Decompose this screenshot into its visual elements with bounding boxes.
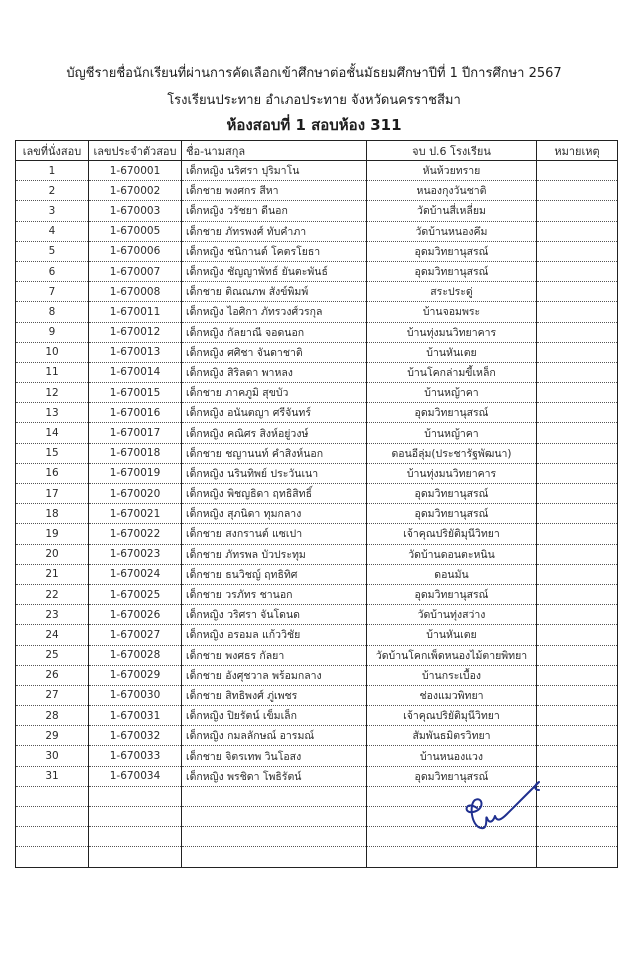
primary-school-cell: อุดมวิทยานุสรณ์	[367, 261, 537, 281]
table-row	[16, 423, 618, 443]
exam-id-cell	[89, 786, 182, 806]
seat-number-cell: 8	[16, 302, 89, 322]
table-row	[16, 362, 618, 382]
student-name-cell	[182, 786, 367, 806]
primary-school-cell: บ้านกระเบื้อง	[367, 665, 537, 685]
exam-room-heading: ห้องสอบที่ 1 สอบห้อง 311	[226, 116, 402, 134]
table-row	[16, 201, 618, 221]
exam-id-cell: 1-670021	[89, 504, 182, 524]
student-name-cell: เด็กชาย ภัทรพงศ์ ทับคำภา	[182, 221, 367, 241]
exam-id-cell: 1-670003	[89, 201, 182, 221]
student-name-cell: เด็กชาย ภาคภูมิ สุขบัว	[182, 383, 367, 403]
table-row	[16, 746, 618, 766]
seat-number-cell: 23	[16, 605, 89, 625]
seat-number-cell: 29	[16, 726, 89, 746]
seat-number-cell: 19	[16, 524, 89, 544]
seat-number-cell	[16, 827, 89, 847]
remarks-cell	[537, 362, 618, 382]
primary-school-cell: วัดบ้านหนองคึม	[367, 221, 537, 241]
seat-number-cell: 15	[16, 443, 89, 463]
student-name-cell: เด็กหญิง สุภนิดา ทุมกลาง	[182, 504, 367, 524]
table-row	[16, 181, 618, 201]
remarks-cell	[537, 181, 618, 201]
table-row	[16, 261, 618, 281]
remarks-cell	[537, 221, 618, 241]
table-row	[16, 383, 618, 403]
remarks-cell	[537, 403, 618, 423]
remarks-cell	[537, 807, 618, 827]
seat-number-cell: 24	[16, 625, 89, 645]
student-name-cell: เด็กหญิง กัลยาณี จอดนอก	[182, 322, 367, 342]
remarks-cell	[537, 302, 618, 322]
column-header-remarks: หมายเหตุ	[537, 141, 618, 161]
exam-id-cell: 1-670013	[89, 342, 182, 362]
student-name-cell: เด็กหญิง นรินทิพย์ ประวันเนา	[182, 463, 367, 483]
remarks-cell	[537, 665, 618, 685]
student-roster-table	[15, 140, 618, 868]
student-name-cell: เด็กหญิง นริศรา ปุริมาโน	[182, 161, 367, 181]
exam-id-cell: 1-670022	[89, 524, 182, 544]
seat-number-cell: 17	[16, 484, 89, 504]
student-name-cell: เด็กหญิง ศศิชา จันดาชาติ	[182, 342, 367, 362]
student-name-cell	[182, 847, 367, 867]
student-name-cell: เด็กชาย จิตรเทพ วินโอสง	[182, 746, 367, 766]
exam-id-cell	[89, 807, 182, 827]
seat-number-cell: 30	[16, 746, 89, 766]
remarks-cell	[537, 443, 618, 463]
table-row	[16, 584, 618, 604]
student-name-cell	[182, 807, 367, 827]
remarks-cell	[537, 261, 618, 281]
seat-number-cell: 7	[16, 282, 89, 302]
seat-number-cell: 5	[16, 241, 89, 261]
seat-number-cell: 11	[16, 362, 89, 382]
seat-number-cell: 25	[16, 645, 89, 665]
seat-number-cell	[16, 847, 89, 867]
remarks-cell	[537, 625, 618, 645]
primary-school-cell	[367, 847, 537, 867]
exam-id-cell	[89, 827, 182, 847]
remarks-cell	[537, 746, 618, 766]
primary-school-cell: เจ้าคุณปริยัติมุนีวิทยา	[367, 524, 537, 544]
table-row	[16, 524, 618, 544]
student-name-cell: เด็กชาย ติณณภพ สังข์พิมพ์	[182, 282, 367, 302]
exam-id-cell: 1-670018	[89, 443, 182, 463]
exam-id-cell: 1-670028	[89, 645, 182, 665]
student-name-cell: เด็กหญิง วริศรา จันโดนด	[182, 605, 367, 625]
remarks-cell	[537, 766, 618, 786]
primary-school-cell: สระประดู่	[367, 282, 537, 302]
primary-school-cell: อุดมวิทยานุสรณ์	[367, 484, 537, 504]
seat-number-cell: 1	[16, 161, 89, 181]
remarks-cell	[537, 504, 618, 524]
primary-school-cell: ดอนอีลุ่ม(ประชารัฐพัฒนา)	[367, 443, 537, 463]
exam-id-cell: 1-670031	[89, 706, 182, 726]
exam-id-cell: 1-670027	[89, 625, 182, 645]
table-row	[16, 161, 618, 181]
exam-id-cell: 1-670024	[89, 564, 182, 584]
exam-id-cell: 1-670014	[89, 362, 182, 382]
remarks-cell	[537, 524, 618, 544]
remarks-cell	[537, 342, 618, 362]
student-name-cell: เด็กชาย วรภัทร ชานอก	[182, 584, 367, 604]
remarks-cell	[537, 423, 618, 443]
seat-number-cell: 20	[16, 544, 89, 564]
seat-number-cell	[16, 786, 89, 806]
remarks-cell	[537, 786, 618, 806]
table-row	[16, 403, 618, 423]
seat-number-cell	[16, 807, 89, 827]
table-row	[16, 443, 618, 463]
primary-school-cell: บ้านทุ่งมนวิทยาคาร	[367, 463, 537, 483]
exam-id-cell	[89, 847, 182, 867]
student-name-cell: เด็กหญิง ชัญญาพัทธ์ ยันตะพันธ์	[182, 261, 367, 281]
exam-id-cell: 1-670023	[89, 544, 182, 564]
signature-icon	[455, 778, 545, 833]
exam-id-cell: 1-670026	[89, 605, 182, 625]
exam-id-cell: 1-670011	[89, 302, 182, 322]
primary-school-cell: บ้านทุ่งมนวิทยาคาร	[367, 322, 537, 342]
table-row	[16, 241, 618, 261]
primary-school-cell: บ้านโคกล่ามขี้เหล็ก	[367, 362, 537, 382]
table-row	[16, 484, 618, 504]
primary-school-cell: วัดบ้านดอนตะหนิน	[367, 544, 537, 564]
seat-number-cell: 13	[16, 403, 89, 423]
remarks-cell	[537, 726, 618, 746]
exam-id-cell: 1-670002	[89, 181, 182, 201]
seat-number-cell: 12	[16, 383, 89, 403]
seat-number-cell: 26	[16, 665, 89, 685]
table-row	[16, 726, 618, 746]
primary-school-cell: บ้านหญ้าคา	[367, 383, 537, 403]
table-row	[16, 302, 618, 322]
primary-school-cell: อุดมวิทยานุสรณ์	[367, 403, 537, 423]
remarks-cell	[537, 463, 618, 483]
student-name-cell: เด็กชาย พงศธร กัลยา	[182, 645, 367, 665]
student-name-cell: เด็กหญิง ไอศิกา ภัทรวงศ์วรกุล	[182, 302, 367, 322]
seat-number-cell: 3	[16, 201, 89, 221]
remarks-cell	[537, 544, 618, 564]
remarks-cell	[537, 484, 618, 504]
seat-number-cell: 9	[16, 322, 89, 342]
primary-school-cell: ดอนมัน	[367, 564, 537, 584]
student-name-cell: เด็กชาย อังศุชวาล พร้อมกลาง	[182, 665, 367, 685]
primary-school-cell: บ้านจอมพระ	[367, 302, 537, 322]
remarks-cell	[537, 161, 618, 181]
school-location: โรงเรียนประทาย อำเภอประทาย จังหวัดนครราชสีมา	[167, 93, 461, 108]
primary-school-cell: ช่องแมวพิทยา	[367, 685, 537, 705]
student-name-cell: เด็กหญิง สิริลดา พาหลง	[182, 362, 367, 382]
exam-id-cell: 1-670001	[89, 161, 182, 181]
exam-id-cell: 1-670012	[89, 322, 182, 342]
student-name-cell: เด็กชาย ชญานนท์ คำสิงห์นอก	[182, 443, 367, 463]
exam-id-cell: 1-670006	[89, 241, 182, 261]
seat-number-cell: 27	[16, 685, 89, 705]
primary-school-cell: อุดมวิทยานุสรณ์	[367, 584, 537, 604]
student-name-cell	[182, 827, 367, 847]
exam-id-cell: 1-670016	[89, 403, 182, 423]
remarks-cell	[537, 847, 618, 867]
column-header-full-name: ชื่อ-นามสกุล	[182, 141, 367, 161]
remarks-cell	[537, 584, 618, 604]
seat-number-cell: 21	[16, 564, 89, 584]
seat-number-cell: 16	[16, 463, 89, 483]
table-row	[16, 504, 618, 524]
seat-number-cell: 31	[16, 766, 89, 786]
column-header-primary-school: จบ ป.6 โรงเรียน	[367, 141, 537, 161]
primary-school-cell: อุดมวิทยานุสรณ์	[367, 504, 537, 524]
table-row	[16, 685, 618, 705]
seat-number-cell: 2	[16, 181, 89, 201]
exam-id-cell: 1-670025	[89, 584, 182, 604]
primary-school-cell: สัมพันธมิตรวิทยา	[367, 726, 537, 746]
exam-id-cell: 1-670020	[89, 484, 182, 504]
table-row	[16, 463, 618, 483]
primary-school-cell: วัดบ้านทุ่งสว่าง	[367, 605, 537, 625]
student-name-cell: เด็กหญิง พิชญธิดา ฤทธิสิทธิ์	[182, 484, 367, 504]
student-name-cell: เด็กหญิง กมลลักษณ์ อารมณ์	[182, 726, 367, 746]
student-name-cell: เด็กชาย สิทธิพงศ์ ภู่เพชร	[182, 685, 367, 705]
table-row	[16, 645, 618, 665]
primary-school-cell: วัดบ้านโคกเพ็ดหนองไม้ตายพิทยา	[367, 645, 537, 665]
seat-number-cell: 18	[16, 504, 89, 524]
seat-number-cell: 6	[16, 261, 89, 281]
remarks-cell	[537, 827, 618, 847]
student-name-cell: เด็กหญิง คณิศร สิงห์อยู่วงษ์	[182, 423, 367, 443]
table-row	[16, 625, 618, 645]
table-header-row	[16, 141, 618, 161]
primary-school-cell: บ้านหญ้าคา	[367, 423, 537, 443]
primary-school-cell: บ้านหนองแวง	[367, 746, 537, 766]
exam-id-cell: 1-670029	[89, 665, 182, 685]
exam-id-cell: 1-670032	[89, 726, 182, 746]
table-row	[16, 282, 618, 302]
remarks-cell	[537, 685, 618, 705]
primary-school-cell: เจ้าคุณปริยัติมุนีวิทยา	[367, 706, 537, 726]
remarks-cell	[537, 383, 618, 403]
seat-number-cell: 4	[16, 221, 89, 241]
table-row	[16, 544, 618, 564]
table-row	[16, 605, 618, 625]
exam-id-cell: 1-670008	[89, 282, 182, 302]
exam-id-cell: 1-670033	[89, 746, 182, 766]
table-row	[16, 847, 618, 867]
exam-id-cell: 1-670034	[89, 766, 182, 786]
primary-school-cell: อุดมวิทยานุสรณ์	[367, 241, 537, 261]
table-row	[16, 342, 618, 362]
primary-school-cell: หนองกุงวันชาติ	[367, 181, 537, 201]
exam-id-cell: 1-670030	[89, 685, 182, 705]
student-name-cell: เด็กหญิง วรัชยา ดีนอก	[182, 201, 367, 221]
seat-number-cell: 22	[16, 584, 89, 604]
student-name-cell: เด็กชาย ธนวิชญ์ ฤทธิทิศ	[182, 564, 367, 584]
seat-number-cell: 10	[16, 342, 89, 362]
primary-school-cell: บ้านหันเตย	[367, 625, 537, 645]
table-row	[16, 665, 618, 685]
remarks-cell	[537, 201, 618, 221]
student-name-cell: เด็กหญิง พรชิดา โพธิรัตน์	[182, 766, 367, 786]
remarks-cell	[537, 645, 618, 665]
primary-school-cell: บ้านหันเตย	[367, 342, 537, 362]
column-header-seat-number: เลขที่นั่งสอบ	[16, 141, 89, 161]
table-body	[16, 161, 618, 868]
exam-id-cell: 1-670007	[89, 261, 182, 281]
table-row	[16, 706, 618, 726]
seat-number-cell: 14	[16, 423, 89, 443]
exam-id-cell: 1-670005	[89, 221, 182, 241]
student-name-cell: เด็กหญิง อรอมล แก้ววิชัย	[182, 625, 367, 645]
remarks-cell	[537, 564, 618, 584]
exam-id-cell: 1-670019	[89, 463, 182, 483]
table-row	[16, 564, 618, 584]
student-name-cell: เด็กหญิง ชนิกานต์ โคตรโยธา	[182, 241, 367, 261]
student-name-cell: เด็กชาย ภัทรพล บัวประทุม	[182, 544, 367, 564]
table-row	[16, 221, 618, 241]
primary-school-cell: วัดบ้านสี่เหลี่ยม	[367, 201, 537, 221]
remarks-cell	[537, 282, 618, 302]
document-title: บัญชีรายชื่อนักเรียนที่ผ่านการคัดเลือกเข้าศึกษาต่อชั้นมัธยมศึกษาปีที่ 1 ปีการศึกษา 2567	[66, 66, 562, 81]
primary-school-cell: หันห้วยทราย	[367, 161, 537, 181]
exam-id-cell: 1-670017	[89, 423, 182, 443]
exam-id-cell: 1-670015	[89, 383, 182, 403]
remarks-cell	[537, 241, 618, 261]
remarks-cell	[537, 322, 618, 342]
student-name-cell: เด็กหญิง ปิยรัตน์ เข็มเล็ก	[182, 706, 367, 726]
remarks-cell	[537, 706, 618, 726]
column-header-exam-id: เลขประจำตัวสอบ	[89, 141, 182, 161]
remarks-cell	[537, 605, 618, 625]
student-name-cell: เด็กหญิง อนันตญา ศรีจันทร์	[182, 403, 367, 423]
student-name-cell: เด็กชาย พงศกร สีหา	[182, 181, 367, 201]
student-name-cell: เด็กชาย สงกรานต์ แซเปา	[182, 524, 367, 544]
seat-number-cell: 28	[16, 706, 89, 726]
table-row	[16, 322, 618, 342]
primary-school-cell: อุดมวิทยานุสรณ์	[367, 766, 537, 786]
